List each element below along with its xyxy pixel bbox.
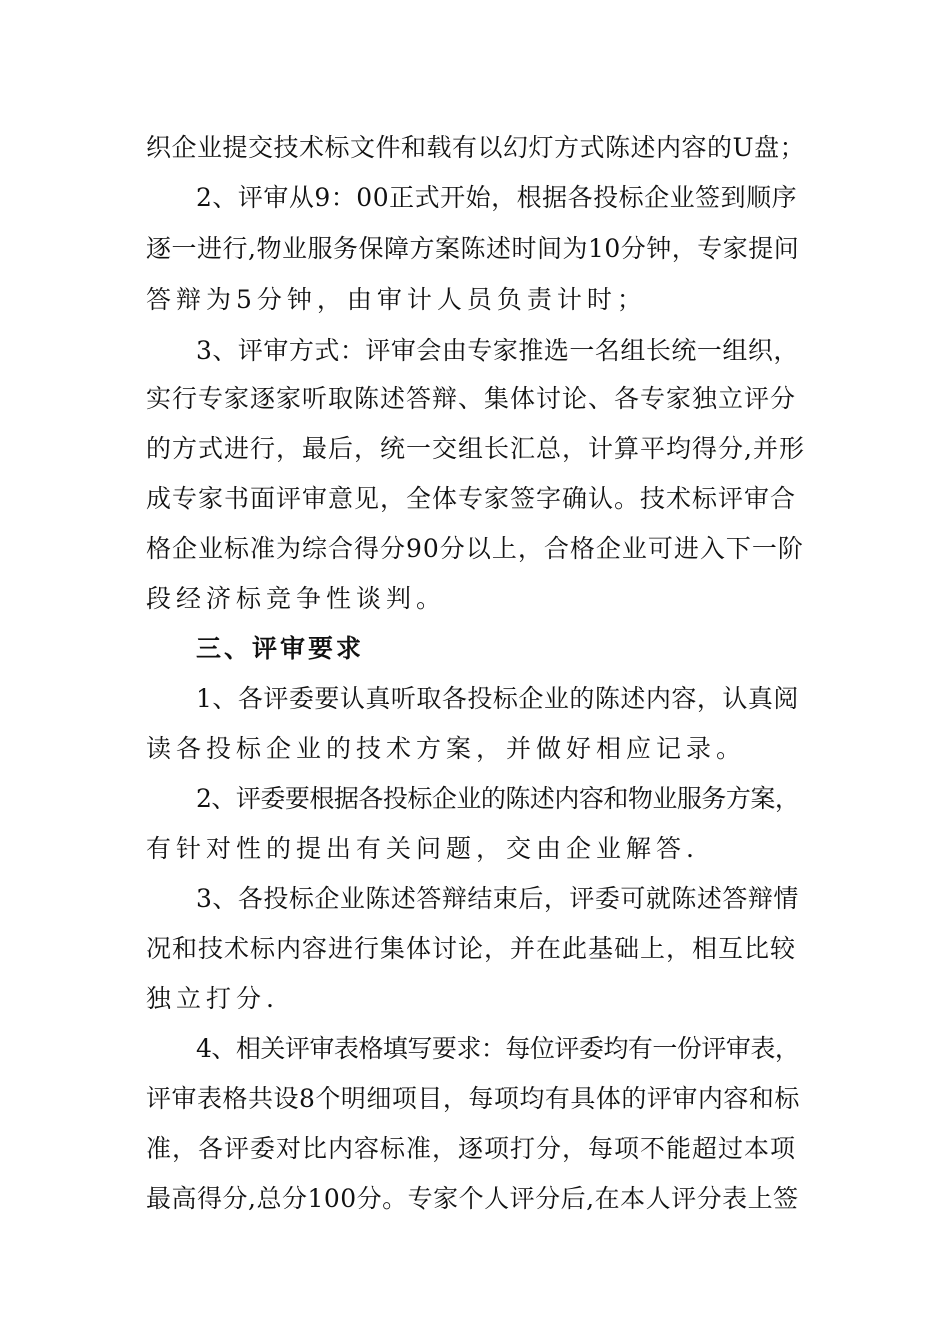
paragraph-line: 况和技术标内容进行集体讨论，并在此基础上，相互比较 [146,934,797,963]
paragraph-line: 2、评审从9：00正式开始，根据各投标企业签到顺序 [196,183,798,212]
paragraph-line: 织企业提交技术标文件和载有以幻灯方式陈述内容的U盘； [146,133,806,162]
paragraph-line: 独立打分. [146,984,279,1013]
paragraph-line: 格企业标准为综合得分90分以上，合格企业可进入下一阶 [146,534,804,563]
paragraph-line: 评审表格共设8个明细项目，每项均有具体的评审内容和标 [146,1084,800,1113]
paragraph-line: 3、评审方式：评审会由专家推选一名组长统一组织， [196,336,799,365]
paragraph-line: 答辩为5分钟，由审计人员负责计时； [146,285,647,314]
section-heading: 三、评审要求 [196,634,365,663]
paragraph-line: 段经济标竞争性谈判。 [146,584,447,613]
paragraph-line: 1、各评委要认真听取各投标企业的陈述内容，认真阅 [196,684,799,713]
paragraph-line: 最高得分,总分100分。专家个人评分后,在本人评分表上签 [146,1184,799,1213]
paragraph-line: 逐一进行,物业服务保障方案陈述时间为10分钟，专家提问 [146,234,800,263]
paragraph-line: 准，各评委对比内容标准，逐项打分，每项不能超过本项 [146,1134,797,1163]
paragraph-line: 读各投标企业的技术方案，并做好相应记录。 [146,734,747,763]
paragraph-line: 2、评委要根据各投标企业的陈述内容和物业服务方案， [196,784,800,813]
paragraph-line: 的方式进行，最后，统一交组长汇总，计算平均得分,并形 [146,434,805,463]
paragraph-line: 4、相关评审表格填写要求：每位评委均有一份评审表， [196,1034,800,1063]
paragraph-line: 实行专家逐家听取陈述答辩、集体讨论、各专家独立评分 [146,384,797,413]
paragraph-line: 有针对性的提出有关问题，交由企业解答. [146,834,699,863]
paragraph-line: 成专家书面评审意见，全体专家签字确认。技术标评审合 [146,484,797,513]
paragraph-line: 3、各投标企业陈述答辩结束后，评委可就陈述答辩情 [196,884,799,913]
